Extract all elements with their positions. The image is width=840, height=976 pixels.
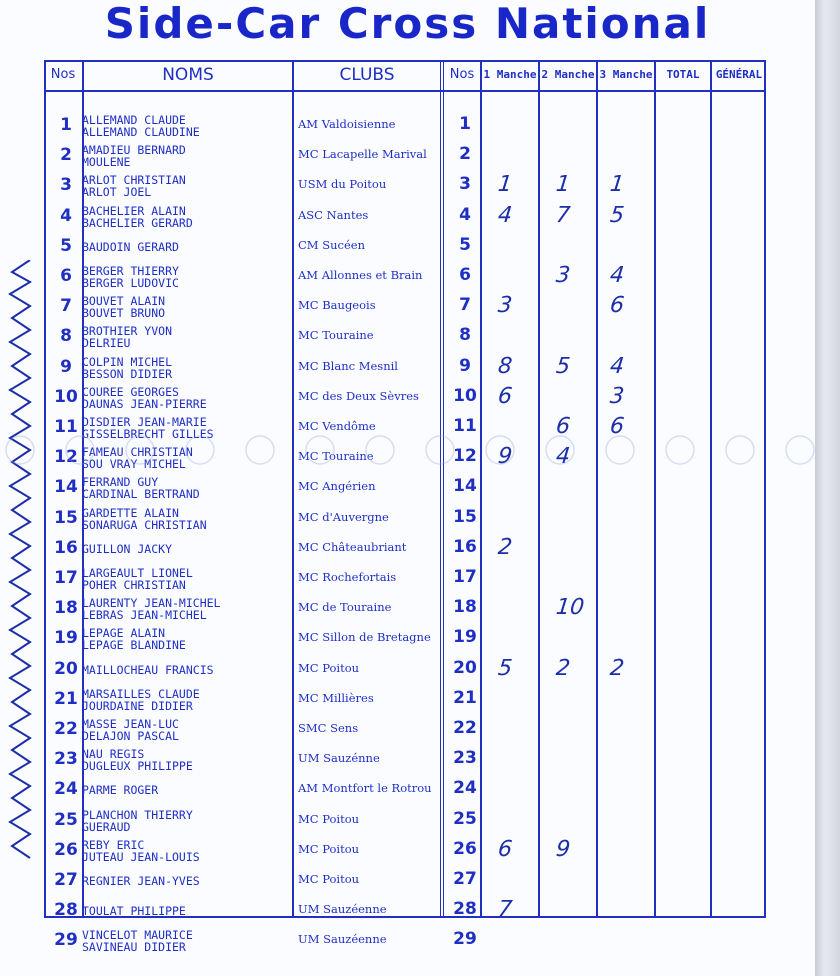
handwritten-result-m2: 1 — [554, 172, 572, 198]
handwritten-result-m2: 7 — [554, 202, 572, 228]
header-general: GÉNÉRAL — [715, 68, 763, 81]
handwritten-result-m3: 4 — [608, 263, 626, 288]
rider-number-repeat: 12 — [453, 446, 477, 467]
rider-names: PLANCHON THIERRY GUERAUD — [82, 807, 193, 834]
page-spine — [815, 0, 840, 976]
table-row — [0, 354, 815, 384]
handwritten-result-m3: 1 — [608, 172, 626, 198]
table-row — [0, 535, 815, 565]
rider-number: 15 — [54, 507, 78, 528]
header-num2: Nos — [449, 67, 475, 82]
rider-number-repeat: 27 — [453, 869, 477, 889]
table-row — [0, 927, 815, 957]
handwritten-result-m2: 5 — [554, 353, 572, 379]
rider-names: MARSAILLES CLAUDE JOURDAINE DIDIER — [82, 686, 200, 713]
rider-number-repeat: 3 — [459, 174, 471, 195]
rider-number: 26 — [54, 839, 78, 860]
rider-number: 23 — [54, 749, 78, 770]
rider-club: MC Poitou — [298, 872, 360, 886]
rider-number: 9 — [60, 356, 72, 377]
table-row — [0, 867, 815, 897]
handwritten-result-m1: 6 — [496, 383, 514, 409]
rider-club: MC Rochefortais — [298, 570, 397, 584]
rider-club: MC Sillon de Bretagne — [298, 630, 431, 645]
handwritten-result-m1: 6 — [496, 836, 514, 862]
rider-names: LARGEAULT LIONEL POHER CHRISTIAN — [82, 566, 193, 592]
handwritten-result-m1: 1 — [496, 172, 514, 198]
rider-number-repeat: 4 — [459, 204, 471, 225]
rider-names: TOULAT PHILIPPE — [82, 904, 186, 919]
handwritten-result-m2: 4 — [554, 444, 572, 470]
handwritten-result-m1: 4 — [496, 202, 514, 228]
rider-number-repeat: 22 — [453, 718, 477, 738]
rider-number-repeat: 15 — [453, 506, 477, 527]
rider-names: BOUVET ALAIN BOUVET BRUNO — [82, 294, 166, 321]
table-row — [0, 384, 815, 414]
table-row — [0, 203, 815, 233]
rider-names: GUILLON JACKY — [82, 541, 173, 556]
rider-names: BROTHIER YVON DELRIEU — [82, 324, 173, 351]
rider-club: MC Blanc Mesnil — [298, 358, 398, 373]
rider-club: MC Vendôme — [298, 419, 376, 433]
rider-number-repeat: 20 — [453, 657, 477, 678]
rider-club: MC Millières — [298, 690, 374, 705]
table-row — [0, 897, 815, 927]
table-row — [0, 776, 815, 806]
rider-club: MC Baugeois — [298, 298, 376, 313]
rider-club: AM Montfort le Rotrou — [298, 781, 432, 796]
header-manche-3: 3 Manche — [599, 68, 653, 81]
handwritten-result-m2: 10 — [554, 595, 586, 621]
watermark-band — [0, 425, 815, 475]
rider-names: BAUDOIN GERARD — [82, 239, 179, 254]
rider-club: MC Touraine — [298, 328, 374, 343]
header-divider — [44, 90, 766, 92]
rider-number: 8 — [60, 326, 72, 347]
handwritten-result-m3: 6 — [608, 293, 626, 319]
table-row — [0, 142, 815, 172]
rider-number: 3 — [60, 175, 72, 196]
rider-club: MC des Deux Sèvres — [298, 388, 419, 403]
rider-names: LAURENTY JEAN-MICHEL LEBRAS JEAN-MICHEL — [82, 596, 221, 623]
rider-names: LEPAGE ALAIN LEPAGE BLANDINE — [82, 626, 186, 653]
table-row — [0, 474, 815, 504]
table-row — [0, 837, 815, 867]
table-row — [0, 716, 815, 746]
handwritten-result-m1: 9 — [496, 444, 514, 470]
header-manche-1: 1 Manche — [483, 68, 537, 81]
header-manche-2: 2 Manche — [541, 68, 595, 81]
rider-number: 18 — [54, 598, 78, 619]
handwritten-result-m3: 6 — [608, 414, 626, 439]
handwritten-result-m3: 3 — [608, 383, 626, 409]
rider-number: 25 — [54, 809, 78, 830]
rider-number-repeat: 18 — [453, 597, 477, 618]
rider-club: MC Lacapelle Marival — [298, 147, 427, 162]
table-row — [0, 505, 815, 535]
table-row — [0, 686, 815, 716]
rider-names: VINCELOT MAURICE SAVINEAU DIDIER — [82, 928, 193, 955]
handwritten-result-m2: 3 — [554, 263, 572, 288]
table-row — [0, 595, 815, 625]
rider-number-repeat: 28 — [453, 899, 477, 920]
rider-number-repeat: 11 — [453, 416, 477, 436]
rider-number: 14 — [54, 477, 78, 498]
rider-number-repeat: 24 — [453, 778, 477, 799]
rider-number: 1 — [60, 115, 72, 135]
rider-club: AM Allonnes et Brain — [298, 268, 423, 282]
rider-number-repeat: 5 — [459, 234, 471, 255]
rider-number-repeat: 8 — [459, 325, 471, 346]
rider-names: FERRAND GUY CARDINAL BERTRAND — [82, 475, 200, 502]
rider-names: ALLEMAND CLAUDE ALLEMAND CLAUDINE — [82, 113, 200, 139]
table-row — [0, 112, 815, 142]
rider-number-repeat: 17 — [453, 567, 477, 587]
rider-names: BACHELIER ALAIN BACHELIER GERARD — [82, 203, 193, 230]
handwritten-result-m2: 2 — [554, 655, 572, 681]
rider-names: COUREE GEORGES DAUNAS JEAN-PIERRE — [82, 384, 207, 411]
rider-number: 27 — [54, 870, 78, 890]
handwritten-result-m1: 3 — [496, 293, 514, 319]
rider-club: MC Poitou — [298, 841, 360, 856]
rider-number: 17 — [54, 568, 78, 588]
rider-number: 28 — [54, 900, 78, 921]
rider-number: 2 — [60, 145, 72, 166]
rider-names: BERGER THIERRY BERGER LUDOVIC — [82, 264, 179, 290]
rider-number-repeat: 21 — [453, 687, 477, 708]
handwritten-result-m3: 2 — [608, 655, 626, 681]
rider-number-repeat: 14 — [453, 476, 477, 497]
rider-number: 12 — [54, 447, 78, 468]
rider-club: UM Sauzénne — [298, 751, 380, 766]
rider-club: MC Poitou — [298, 660, 360, 675]
rider-club: ASC Nantes — [298, 207, 369, 222]
table-row — [0, 565, 815, 595]
rider-names: AMADIEU BERNARD MOULENE — [82, 143, 186, 170]
rider-number-repeat: 6 — [459, 265, 471, 285]
header-total: TOTAL — [666, 68, 700, 81]
rider-club: CM Sucéen — [298, 237, 365, 252]
rider-names: PARME ROGER — [82, 783, 159, 798]
rider-club: USM du Poitou — [298, 177, 387, 192]
table-row — [0, 233, 815, 263]
rider-names: GARDETTE ALAIN SONARUGA CHRISTIAN — [82, 505, 207, 532]
rider-number: 19 — [54, 628, 78, 649]
rider-number-repeat: 26 — [453, 838, 477, 859]
header-clubs: CLUBS — [339, 65, 395, 85]
rider-number: 22 — [54, 719, 78, 739]
rider-number-repeat: 9 — [459, 355, 471, 376]
rider-number: 16 — [54, 537, 78, 558]
rider-number-repeat: 19 — [453, 627, 477, 648]
handwritten-result-m2: 9 — [554, 836, 572, 862]
handwritten-result-m2: 6 — [554, 414, 572, 439]
table-row — [0, 323, 815, 353]
rider-number: 5 — [60, 235, 72, 256]
table-row — [0, 172, 815, 202]
handwritten-result-m3: 5 — [608, 202, 626, 228]
rider-number: 10 — [54, 386, 78, 407]
rider-number-repeat: 2 — [459, 144, 471, 165]
rider-number: 7 — [60, 296, 72, 317]
rider-club: MC de Touraine — [298, 600, 392, 615]
rider-number: 29 — [54, 930, 78, 951]
rider-number-repeat: 7 — [459, 295, 471, 316]
header-num: Nos — [50, 67, 76, 82]
handwritten-result-m1: 5 — [496, 655, 514, 681]
rider-number: 6 — [60, 266, 72, 286]
rider-club: MC Châteaubriant — [298, 539, 407, 554]
rider-number-repeat: 16 — [453, 536, 477, 557]
page-title: Side-Car Cross National — [104, 0, 711, 48]
handwritten-result-m3: 4 — [608, 353, 626, 379]
rider-number-repeat: 1 — [459, 114, 471, 134]
rider-number: 24 — [54, 779, 78, 800]
margin-scribble-graphic — [0, 260, 42, 860]
rider-club: AM Valdoisienne — [298, 117, 396, 131]
rider-names: DISDIER JEAN-MARIE GISSELBRECHT GILLES — [82, 415, 214, 441]
handwritten-result-m1: 8 — [496, 353, 514, 379]
rider-number: 4 — [60, 205, 72, 226]
rider-number: 11 — [54, 417, 78, 437]
handwritten-result-m1: 2 — [496, 534, 514, 560]
rider-names: REGNIER JEAN-YVES — [82, 874, 200, 888]
handwritten-result-m1: 7 — [496, 897, 514, 923]
rider-names: MASSE JEAN-LUC DELAJON PASCAL — [82, 717, 179, 743]
table-row — [0, 625, 815, 655]
rider-names: MAILLOCHEAU FRANCIS — [82, 662, 214, 677]
rider-club: MC Touraine — [298, 449, 374, 464]
table-row — [0, 807, 815, 837]
rider-names: NAU REGIS DUGLEUX PHILIPPE — [82, 747, 193, 774]
table-row — [0, 746, 815, 776]
rider-number-repeat: 10 — [453, 385, 477, 406]
rider-number-repeat: 25 — [453, 808, 477, 829]
rider-names: REBY ERIC JUTEAU JEAN-LOUIS — [82, 837, 200, 864]
table-row — [0, 263, 815, 293]
rider-club: UM Sauzéenne — [298, 932, 387, 947]
rider-names: ARLOT CHRISTIAN ARLOT JOEL — [82, 173, 186, 200]
rider-club: MC Angérien — [298, 479, 376, 494]
rider-club: MC Poitou — [298, 811, 360, 826]
rider-number: 21 — [54, 688, 78, 709]
table-row — [0, 656, 815, 686]
rider-number-repeat: 23 — [453, 748, 477, 769]
rider-names: FAMEAU CHRISTIAN SOU VRAY MICHEL — [82, 445, 193, 472]
rider-number: 20 — [54, 658, 78, 679]
table-row — [0, 293, 815, 323]
rider-names: COLPIN MICHEL BESSON DIDIER — [82, 354, 173, 381]
rider-club: UM Sauzéenne — [298, 902, 387, 917]
rider-club: MC d'Auvergne — [298, 509, 389, 524]
rider-number-repeat: 29 — [453, 929, 477, 950]
header-names: NOMS — [162, 65, 214, 85]
rider-club: SMC Sens — [298, 721, 359, 735]
